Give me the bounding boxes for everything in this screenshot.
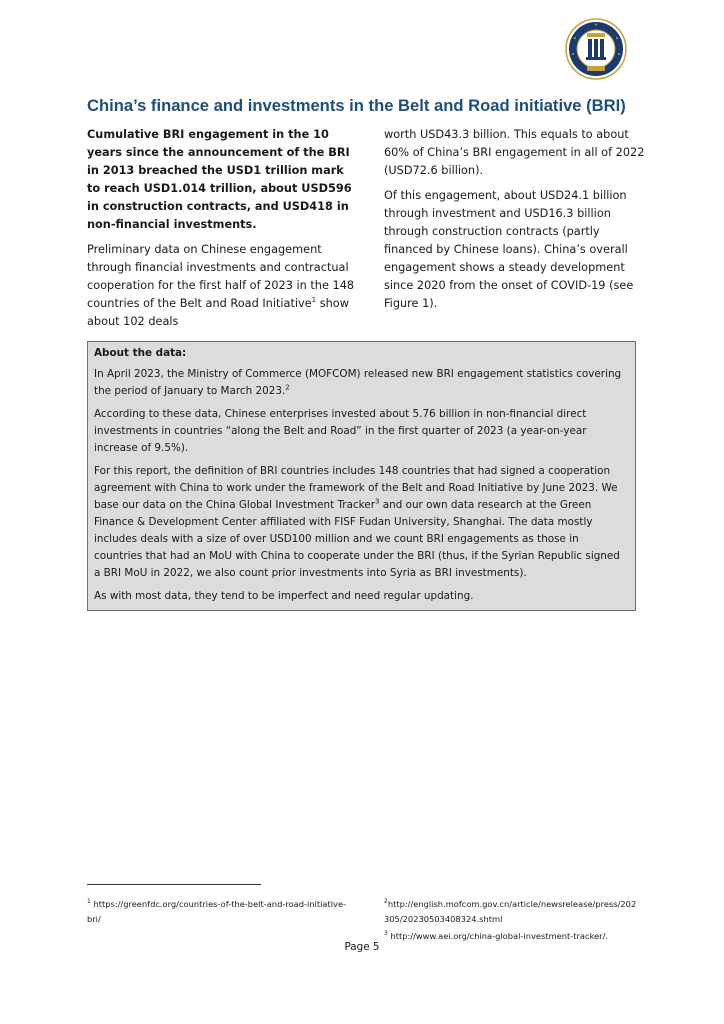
footnote-1[interactable]: $^1$ https://greenfdc.org/countries-of-the-belt-and-road-initiative-bri/: [87, 898, 347, 924]
footnote-ref[interactable]: 1: [311, 296, 317, 305]
body-paragraph: Preliminary data on Chinese engagement through financial investments and contractual cooperation for the first half of 2023 in the 148 countries of the Belt and Road Initiative$^1$ show about 102 deals: [87, 243, 355, 328]
box-paragraph: For this report, the definition of BRI countries includes 148 countries that had signed a cooperation agreement with China to work under the framework of the Belt and Road Initiative by June 2023. We base our data on the China Global Investment Tracker$^3$ and our own data research at the Green Finance & Development Center affiliated with FISF Fudan University, Shanghai. The data mostly includes deals with a size of over USD100 million and we count BRI engagements as those in countries that had an MoU with China to cooperate under the BRI (thus, if the Syrian Republic signed a BRI MoU in 2022, we also count prior investments into Syria as BRI investments).: [94, 465, 620, 579]
box-title: About the data:: [94, 347, 187, 359]
footnote-ref[interactable]: 3: [374, 497, 380, 506]
box-paragraph: As with most data, they tend to be imperfect and need regular updating.: [94, 590, 474, 602]
footnote-3[interactable]: $^3$ http://www.aei.org/china-global-investment-tracker/.: [384, 930, 609, 941]
body-paragraph: worth USD43.3 billion. This equals to about 60% of China’s BRI engagement in all of 2022 (USD72.6 billion).: [384, 128, 645, 177]
lead-paragraph: Cumulative BRI engagement in the 10 years since the announcement of the BRI in 2013 breached the USD1 trillion mark to reach USD1.014 trillion, about USD596 in construction contracts, and USD418 in non-financial investments.: [87, 128, 352, 231]
section-title: China’s finance and investments in the Belt and Road initiative (BRI): [87, 96, 626, 115]
page-number: Page 5: [344, 941, 380, 953]
institute-seal-logo-icon: [565, 18, 627, 80]
left-column: [87, 126, 355, 338]
body-paragraph: Of this engagement, about USD24.1 billion through investment and USD16.3 billion through construction contracts (partly financed by Chinese loans). China’s overall engagement shows a steady development since 2020 from the onset of COVID-19 (see Figure 1).: [384, 189, 634, 310]
footnote-list-right: [384, 897, 640, 946]
footnote-ref[interactable]: 2: [285, 383, 290, 392]
right-column: [384, 126, 650, 320]
box-paragraph: In April 2023, the Ministry of Commerce (MOFCOM) released new BRI engagement statistics covering the period of January to March 2023.$^2$: [94, 368, 622, 397]
footnote-2[interactable]: $^2$http://english.mofcom.gov.cn/article/newsrelease/press/202305/20230503408324.shtml: [384, 898, 637, 924]
about-the-data-box: [87, 341, 636, 611]
footnote-divider: [87, 884, 261, 885]
box-paragraph: According to these data, Chinese enterprises invested about 5.76 billion in non-financial direct investments in countries “along the Belt and Road” in the first quarter of 2023 (a year-on-year increase of 9.5%).: [94, 408, 587, 454]
